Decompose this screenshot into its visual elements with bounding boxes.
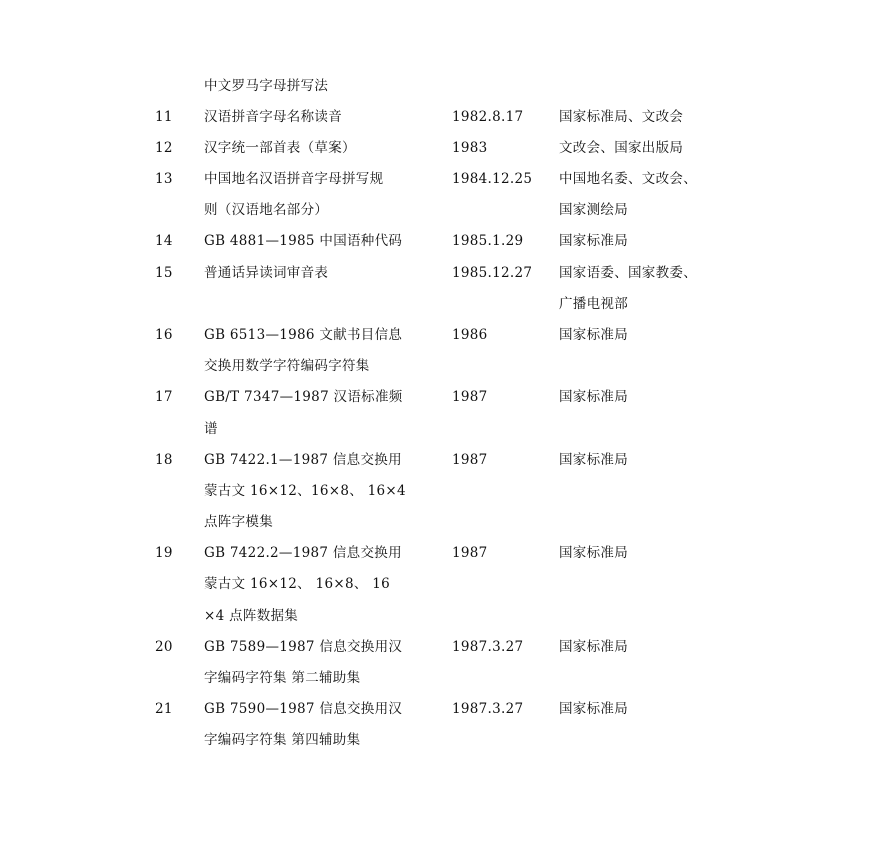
item-date (452, 414, 552, 445)
item-title: 汉语拼音字母名称读音 (204, 109, 342, 125)
item-organization: 国家标准局 (559, 327, 628, 343)
item-date (452, 507, 552, 538)
item-organization: 国家标准局 (559, 701, 628, 717)
item-date (452, 663, 552, 694)
item-organization: 国家标准局 (559, 452, 628, 468)
item-organization (559, 601, 759, 632)
item-date: 1987 (452, 452, 488, 468)
item-title: ×4 点阵数据集 (204, 608, 299, 624)
table-row (0, 71, 870, 102)
table-row (0, 632, 870, 663)
item-date (452, 71, 552, 102)
item-number (155, 476, 195, 507)
item-title: 普通话异读词审音表 (204, 265, 329, 281)
item-date: 1987.3.27 (452, 639, 524, 655)
item-number: 13 (155, 171, 173, 187)
item-title: 交换用数学字符编码字符集 (204, 358, 370, 374)
item-title: 谱 (204, 421, 218, 437)
item-number: 17 (155, 389, 173, 405)
item-organization (559, 351, 759, 382)
table-row (0, 102, 870, 133)
item-number: 14 (155, 233, 173, 249)
item-number: 18 (155, 452, 173, 468)
item-organization: 国家标准局 (559, 545, 628, 561)
item-number (155, 71, 195, 102)
item-date: 1986 (452, 327, 488, 343)
item-organization: 广播电视部 (559, 296, 628, 312)
item-title: GB 7422.2—1987 信息交换用 (204, 545, 402, 561)
item-title: GB 7422.1—1987 信息交换用 (204, 452, 402, 468)
item-number (155, 725, 195, 756)
item-date: 1984.12.25 (452, 171, 533, 187)
item-organization: 国家语委、国家教委、 (559, 265, 697, 281)
item-number (155, 351, 195, 382)
item-number: 16 (155, 327, 173, 343)
item-date (452, 289, 552, 320)
item-title: GB 4881—1985 中国语种代码 (204, 233, 403, 249)
item-date (452, 351, 552, 382)
item-number (155, 601, 195, 632)
item-organization: 国家测绘局 (559, 202, 628, 218)
table-row (0, 133, 870, 164)
table-row (0, 538, 870, 569)
item-title: 中国地名汉语拼音字母拼写规 (204, 171, 384, 187)
item-date (452, 601, 552, 632)
table-row (0, 694, 870, 725)
item-organization (559, 663, 759, 694)
item-title: 中文罗马字母拼写法 (204, 78, 329, 94)
table-row (0, 289, 870, 320)
item-number: 21 (155, 701, 173, 717)
item-number (155, 569, 195, 600)
item-organization: 国家标准局、文改会 (559, 109, 684, 125)
item-title: GB 6513—1986 文献书目信息 (204, 327, 403, 343)
table-row (0, 226, 870, 257)
item-number (155, 289, 195, 320)
item-organization (559, 414, 759, 445)
item-date: 1985.12.27 (452, 265, 533, 281)
table-row (0, 663, 870, 694)
item-organization (559, 476, 759, 507)
table-row (0, 320, 870, 351)
item-title: GB/T 7347—1987 汉语标准频 (204, 389, 403, 405)
item-number: 19 (155, 545, 173, 561)
item-date: 1985.1.29 (452, 233, 524, 249)
table-row (0, 725, 870, 756)
item-organization: 中国地名委、文改会、 (559, 171, 697, 187)
item-date: 1983 (452, 140, 488, 156)
item-number: 12 (155, 140, 173, 156)
item-title: 蒙古文 16×12、16×8、 16×4 (204, 483, 406, 499)
item-number (155, 507, 195, 538)
item-organization (559, 507, 759, 538)
item-organization: 国家标准局 (559, 639, 628, 655)
item-title: 字编码字符集 第二辅助集 (204, 670, 361, 686)
item-organization: 国家标准局 (559, 233, 628, 249)
table-row (0, 164, 870, 195)
table-row (0, 414, 870, 445)
item-title: 汉字统一部首表（草案） (204, 140, 356, 156)
item-number (155, 414, 195, 445)
table-row (0, 195, 870, 226)
item-number: 15 (155, 265, 173, 281)
item-date (452, 569, 552, 600)
table-row (0, 601, 870, 632)
item-title (204, 289, 444, 320)
item-date (452, 195, 552, 226)
item-organization (559, 71, 759, 102)
item-date (452, 476, 552, 507)
item-organization (559, 569, 759, 600)
item-title: GB 7589—1987 信息交换用汉 (204, 639, 403, 655)
table-row (0, 507, 870, 538)
table-row (0, 445, 870, 476)
item-title: 蒙古文 16×12、 16×8、 16 (204, 576, 390, 592)
item-number (155, 195, 195, 226)
item-date: 1987 (452, 545, 488, 561)
item-date (452, 725, 552, 756)
table-row (0, 258, 870, 289)
item-date: 1987 (452, 389, 488, 405)
item-organization: 国家标准局 (559, 389, 628, 405)
table-row (0, 476, 870, 507)
table-row (0, 351, 870, 382)
table-row (0, 569, 870, 600)
item-date: 1987.3.27 (452, 701, 524, 717)
item-title: 则（汉语地名部分） (204, 202, 329, 218)
item-organization (559, 725, 759, 756)
item-title: 点阵字模集 (204, 514, 273, 530)
table-row (0, 382, 870, 413)
item-title: 字编码字符集 第四辅助集 (204, 732, 361, 748)
item-number: 11 (155, 109, 173, 125)
item-number (155, 663, 195, 694)
item-organization: 文改会、国家出版局 (559, 140, 684, 156)
item-date: 1982.8.17 (452, 109, 524, 125)
item-number: 20 (155, 639, 173, 655)
item-title: GB 7590—1987 信息交换用汉 (204, 701, 403, 717)
